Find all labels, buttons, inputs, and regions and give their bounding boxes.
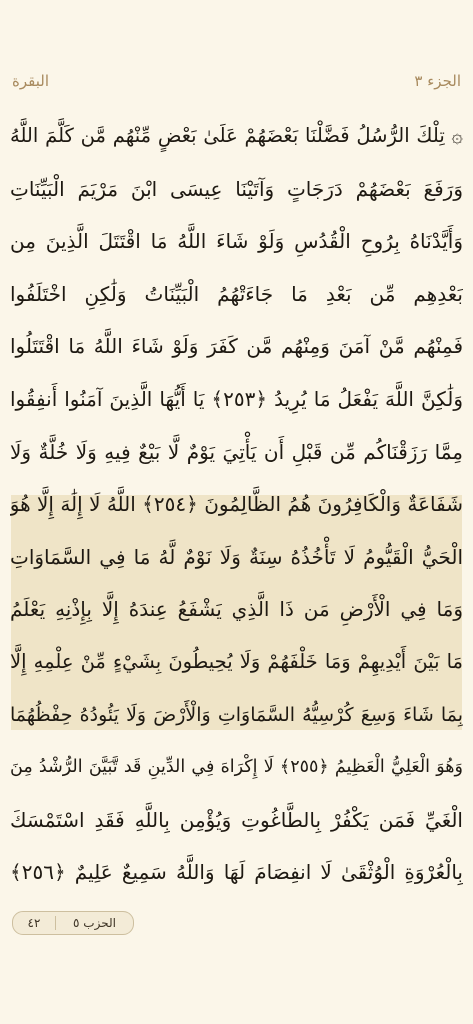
verse-line[interactable]: الْغَيِّ فَمَن يَكْفُرْ بِالطَّاغُوتِ وَيُؤْمِن بِاللَّهِ فَقَدِ اسْتَمْسَكَ: [10, 807, 463, 832]
verse-line[interactable]: ۞ تِلْكَ الرُّسُلُ فَضَّلْنَا بَعْضَهُمْ عَلَىٰ بَعْضٍ مِّنْهُم مَّن كَلَّمَ اللَّهُ: [10, 124, 463, 147]
surah-name[interactable]: البقرة: [12, 72, 49, 90]
verse-line[interactable]: وَلَٰكِنَّ اللَّهَ يَفْعَلُ مَا يُرِيدُ ﴿٢٥٣﴾ يَا أَيُّهَا الَّذِينَ آمَنُوا أَنفِقُوا: [10, 386, 463, 411]
page-header: [12, 70, 461, 92]
juz-label[interactable]: الجزء ٣: [414, 72, 461, 90]
verse-line[interactable]: مِمَّا رَزَقْنَاكُم مِّن قَبْلِ أَن يَأْتِيَ يَوْمٌ لَّا بَيْعٌ فِيهِ وَلَا خُلَّةٌ وَلَا: [10, 439, 463, 464]
page-footer[interactable]: [12, 911, 134, 935]
verse-line[interactable]: فَمِنْهُم مَّنْ آمَنَ وَمِنْهُم مَّن كَفَرَ وَلَوْ شَاءَ اللَّهُ مَا اقْتَتَلُوا: [10, 334, 463, 359]
verse-line[interactable]: وَرَفَعَ بَعْضَهُمْ دَرَجَاتٍ وَآتَيْنَا عِيسَى ابْنَ مَرْيَمَ الْبَيِّنَاتِ: [10, 176, 463, 201]
page-number: ٤٢: [13, 916, 56, 930]
verse-line[interactable]: الْحَيُّ الْقَيُّومُ لَا تَأْخُذُهُ سِنَةٌ وَلَا نَوْمٌ لَّهُ مَا فِي السَّمَاوَاتِ: [10, 544, 463, 569]
verse-line[interactable]: وَمَا فِي الْأَرْضِ مَن ذَا الَّذِي يَشْفَعُ عِندَهُ إِلَّا بِإِذْنِهِ يَعْلَمُ: [10, 597, 463, 622]
verse-line[interactable]: بِمَا شَاءَ وَسِعَ كُرْسِيُّهُ السَّمَاوَاتِ وَالْأَرْضَ وَلَا يَئُودُهُ حِفْظُهُمَا: [10, 703, 463, 726]
verses-block: [10, 110, 463, 899]
verse-line[interactable]: بِالْعُرْوَةِ الْوُثْقَىٰ لَا انفِصَامَ لَهَا وَاللَّهُ سَمِيعٌ عَلِيمٌ ﴿٢٥٦﴾: [10, 860, 463, 885]
verse-line[interactable]: شَفَاعَةٌ وَالْكَافِرُونَ هُمُ الظَّالِمُونَ ﴿٢٥٤﴾ اللَّهُ لَا إِلَٰهَ إِلَّا هُوَ: [10, 492, 463, 517]
verse-line[interactable]: مَا بَيْنَ أَيْدِيهِمْ وَمَا خَلْفَهُمْ وَلَا يُحِيطُونَ بِشَيْءٍ مِّنْ عِلْمِهِ إِلَّا: [10, 649, 463, 673]
hizb-label: الحزب ٥: [73, 916, 116, 930]
verse-line[interactable]: بَعْدِهِم مِّن بَعْدِ مَا جَاءَتْهُمُ الْبَيِّنَاتُ وَلَٰكِنِ اخْتَلَفُوا: [10, 281, 463, 306]
verse-line[interactable]: وَهُوَ الْعَلِيُّ الْعَظِيمُ ﴿٢٥٥﴾ لَا إِكْرَاهَ فِي الدِّينِ قَد تَّبَيَّنَ الرُّشْدُ مِنَ: [10, 757, 463, 778]
verse-line[interactable]: وَأَيَّدْنَاهُ بِرُوحِ الْقُدُسِ وَلَوْ شَاءَ اللَّهُ مَا اقْتَتَلَ الَّذِينَ مِن: [10, 229, 463, 254]
